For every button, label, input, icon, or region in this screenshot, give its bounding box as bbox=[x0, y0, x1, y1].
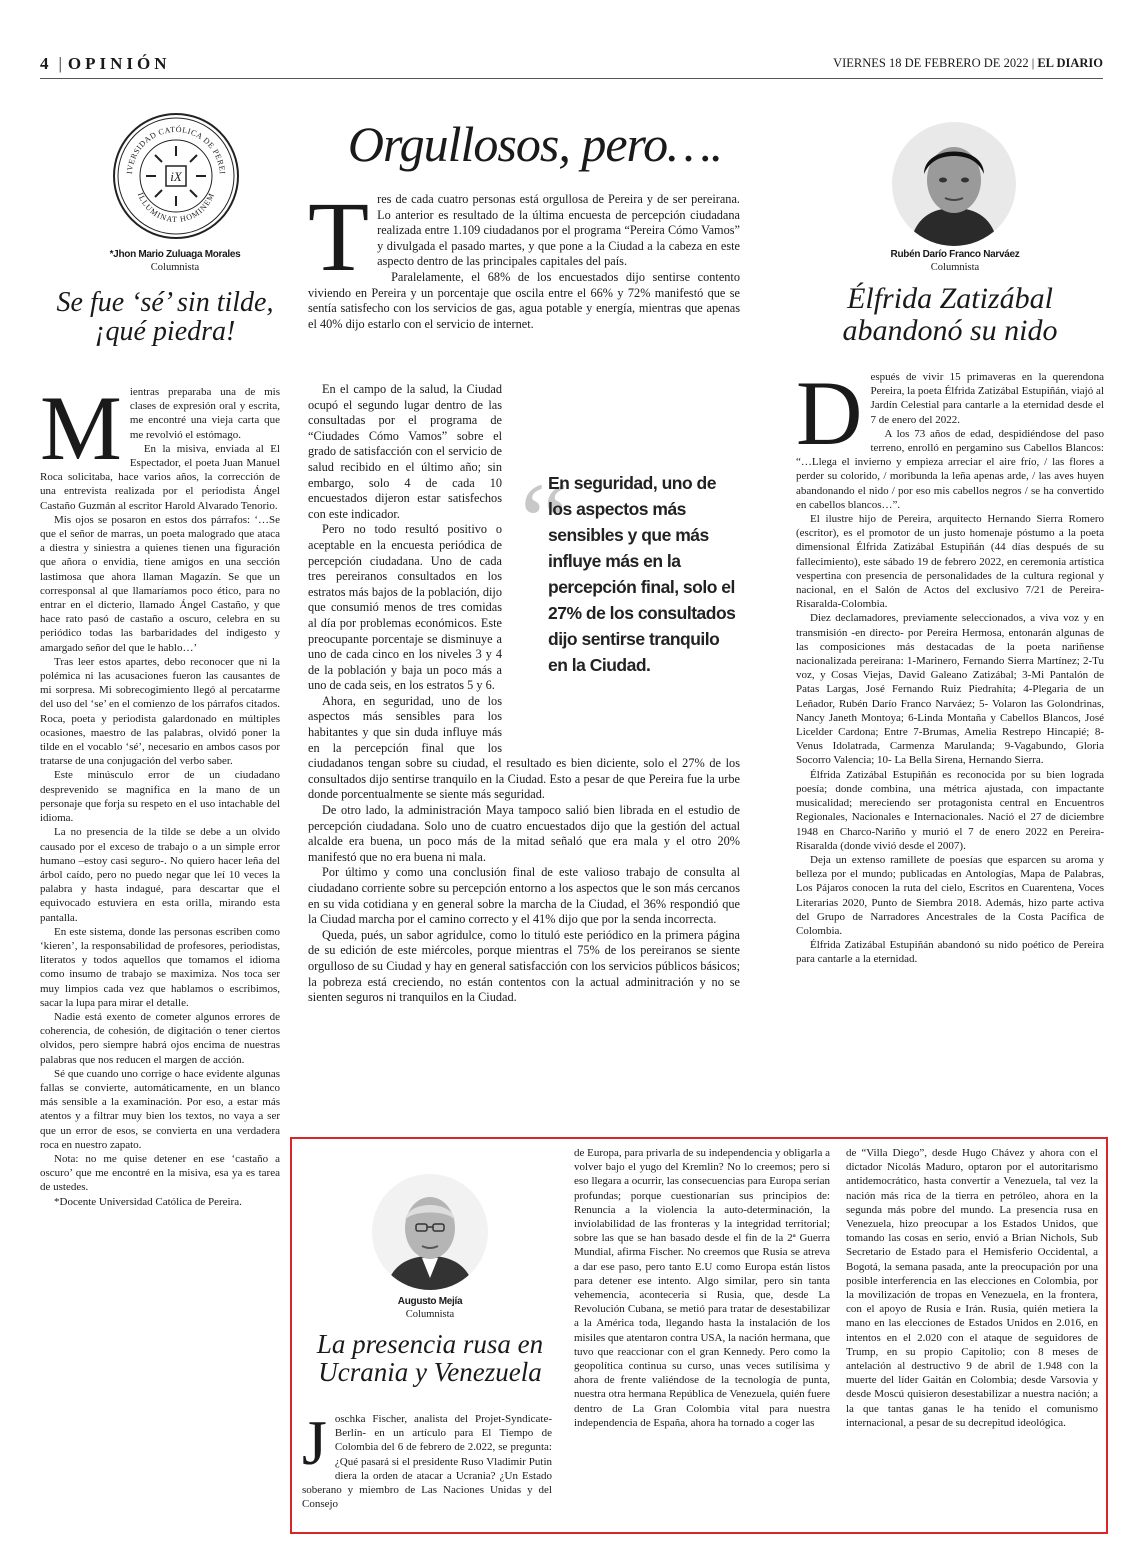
bottom-author-name: Augusto Mejía bbox=[397, 1296, 463, 1307]
issue-date: VIERNES 18 DE FEBRERO DE 2022 bbox=[833, 56, 1029, 70]
bottom-article-col2: de Europa, para privarla de su independencia y obligarla a volver bajo el yugo del Kremlin? No lo creemos; pero si eso llegara a ocurrir, las consecuencias para Europa serían profundas; porque cuestionarían sus principios de: Renuncia a la violencia la auto-determinación, la inviolabilidad de las fronteras y la integridad territorial; sobre las que se han basado desde el fin de la 2ª Guerra Mundial, afirma Fischer. No creemos que Rusia se atreva a dar ese paso, pero tanto E.U como Europa están listos para detener ese intento. Algo similar, pero sin tanta vehemencia, aconteceria si Rusia, que, desde La Revolución Cubana, se metió para tratar de desestabilizar a la América toda, llegando hasta la instalación de los misiles que atentaron contra USA, la nación hermana, que tuvo que reaccionar con el gran Kennedy. Pero como la geopolítica continua su curso, unas veces sutilísima y ahora de frente valiéndose de la tecnología de punta, nuestra otra hermana República de Venezuela, quién fuere dentro de La Gran Colombia vital para nuestra independencia de España, ahora ha tornado a coger las bbox=[574, 1147, 830, 1429]
editorial-body-main: En el campo de la salud, la Ciudad ocupó el segundo lugar dentro de las consultadas por el programa de “Ciudades Cómo Vamos” sobre el grado de satisfacción con el servicio de salud recibido en el último año; sin embargo, solo 4 de cada 10 encuestados dijeron estar satisfechos con este indicador. Pero no todo resultó positivo o aceptable en la encuesta periódica de percepción ciudadana. Uno de cada tres pereiranos consultados en los estratos más bajos de la población, dijo que consumió menos de tres comidas al día por problemas económicos. Este preocupante porcentaje se disminuye a uno de cada cinco en los niveles 3 y 4 de la población y baja un poco más a uno de cada seis, en los estratos 5 y 6. Ahora, en seguridad, uno de los aspectos más sensibles para los habitantes y que sin duda influye más en la percepción final que los ciudadanos tengan sobre su ciudad, el resultado es bien diciente, solo el 27% de los consultados dijo sentirse tranquilo en la Ciudad. Esto a pesar de que Pereira fue la urbe donde porcentualmente se siente más seguridad. De otro lado, la administración Maya tampoco salió bien librada en el estudio de percepción ciudadana. Solo uno de cuatro encuestados dijo que la gestión del actual alcalde era buena, un poco más de la mitad señaló que era mala y el otro 20% manifestó que no era buena ni mala. Por último y como una conclusión final de este valioso trabajo de consulta al ciudadano corriente sobre su percepción entorno a los aspectos que le son más cercanos en su vida cotidiana y en general sobre la marcha de la Ciudad, el 36% respondió que la Ciudad marcha por el camino correcto y el 41% dijo que por la senda incorrecta. Queda, pués, un sabor agridulce, como lo tituló este periódico en la primera página de su edición de este miércoles, porque mientras el 75% de los pereiranos se siente orgulloso de su Ciudad y hay en general satisfacción con los servicios públicos básicos; la pobreza está creciendo, no están contentos con la actual adminitración y no se sienten seguros ni tranquilos en la Ciudad. bbox=[308, 382, 740, 1005]
page-header-right: VIERNES 18 DE FEBRERO DE 2022 | EL DIARIO bbox=[833, 56, 1103, 70]
left-byline bbox=[60, 248, 290, 274]
university-seal bbox=[112, 112, 240, 240]
page-header-left: 4 | OPINIÓN bbox=[40, 54, 171, 73]
bottom-author-role: Columnista bbox=[405, 1309, 455, 1320]
right-byline bbox=[840, 248, 1070, 274]
editorial-dropcap: T bbox=[308, 181, 370, 292]
right-dropcap: D bbox=[796, 370, 863, 464]
section-name: OPINIÓN bbox=[67, 54, 171, 73]
seal-text-top: IVERSIDAD CATÓLICA DE PEREI bbox=[125, 124, 227, 175]
author-photo-bottom bbox=[372, 1174, 488, 1290]
page-number: 4 bbox=[40, 54, 53, 73]
left-author-role: Columnista bbox=[150, 262, 200, 273]
seal-text-bottom: ILLUMINAT HOMINEM bbox=[135, 191, 217, 225]
left-dropcap: M bbox=[40, 385, 122, 479]
bottom-dropcap: J bbox=[302, 1412, 327, 1478]
quote-mark-icon: “ bbox=[520, 460, 569, 582]
bottom-byline bbox=[320, 1295, 540, 1321]
right-article-title: Élfrida Zatizábal abandonó su nido bbox=[842, 282, 1058, 347]
left-article-title: Se fue ‘sé’ sin tilde, ¡qué piedra! bbox=[56, 287, 274, 348]
bottom-article-title: La presencia rusa en Ucrania y Venezuela bbox=[316, 1329, 544, 1388]
pull-quote: En seguridad, uno de los aspectos más sensibles y que más influye más en la percepción final, solo el 27% de los consultados dijo sentirse tranquilo en la Ciudad. bbox=[548, 473, 736, 675]
left-article-body: Mientras preparaba una de mis clases de expresión oral y escrita, me encontré una vieja carta que me revolvió el estómago. En la misiva, enviada al El Espectador, el poeta Juan Manuel Roca solicitaba, hace varios años, la corrección de una entrevista realizada por el periodista Ángel Castaño Guzmán al escritor Harold Alvarado Tenorio. Mis ojos se posaron en estos dos párrafos: ‘…Se que el señor de marras, un poeta malogrado que ataca a diestra y siniestra a quienes tienen una figuración que añora o envidia, tiene amigos en una sección lastimosa que ahora llaman Magazín. Se que un corresponsal al que llamaríamos poco ético, para no entrar en el dicterio, llamado Ángel Castaño, y que hace rato pasó de castaño a oscuro, celebra en su periódico todas las barbaridades del indigesto y amargado señor del que le hablo…’ Tras leer estos apartes, debo reconocer que ni la polémica ni las acusaciones fueron las causantes de mi sorpresa. Mi sobrecogimiento llegó al percatarme del uso del ‘se’ en el comienzo de los párrafos citados. Roca, poeta y periodista galardonado en múltiples ocasiones, maestro de las palabras, olvidó poner la tilde en el vocablo ‘sé’, necesario en ambos casos por tratarse de una conjugación del verbo saber. Este minúsculo error de un ciudadano desprevenido se magnifica en la mano de un personaje que forja su respeto en el uso intachable del idioma. La no presencia de la tilde se debe a un olvido causado por el exceso de trabajo o a un simple error humano –estoy casi seguro-. No quiero hacer leña del árbol caído, pero no puedo negar que leí 10 veces la palabra y hasta indagué, para descartar que el equivocado estuviera en esta orilla, mirando esta pantalla. En este sistema, donde las personas escriben como ‘kieren’, la responsabilidad de profesores, periodistas, literatos y todos aquellos que tomamos el idioma como insumo de trabajo se maximiza. Nos toca ser muy limpios cada vez que hablamos o escribimos, sacar la lupa para mirar el detalle. Nadie está exento de cometer algunos errores de coherencia, de cohesión, de digitación o tener ciertos olvidos, pero siempre habrá ojos encima de nuestras palabras que nos reducen el margen de acción. Sé que cuando uno corrige o hace evidente algunas fallas se convierte, automáticamente, en un blanco más sensible a la examinación. Por eso, a estar más atentos y a filtrar muy bien los textos, no vaya a ser que un error de esos, se convierta en una verdadera roca en nuestro zapato. Nota: no me quise detener en ese ‘castaño a oscuro’ que me encontré en la misiva, esa ya es tarea de ustedes. *Docente Universidad Católica de Pereira. bbox=[40, 385, 280, 1208]
author-photo-right bbox=[892, 122, 1016, 246]
header-rule bbox=[40, 78, 1103, 79]
left-author-name: *Jhon Mario Zuluaga Morales bbox=[109, 249, 241, 260]
right-article-body: Después de vivir 15 primaveras en la querendona Pereira, la poeta Élfrida Zatizábal Estupiñán, viajó al Jardín Celestial para cantarle a la eternidad desde el 7 de enero del 2022. A los 73 años de edad, despidiéndose del paso terreno, enrolló en pergamino sus Cabellos Blancos: “…Llega el invierno y empieza arreciar el aire frío, / las flores a perder su colorido, / moribunda la leña apenas arde, / las aves huyen abandonando el nido / por eso mis cabellos negros / se ha convertido en cabellos blancos…”. El ilustre hijo de Pereira, arquitecto Hernando Sierra Romero (escritor), es el promotor de un justo homenaje póstumo a la poeta dimensional Élfrida Zatizábal Estupiñán (44 días después de su fallecimiento), este sábado 19 de febrero 2022, en ceremonia artística vespertina con presencia de personalidades de la cultura regional y nacional, en el Salón de Actos del exclusivo 7/21 de Pereira-Risaralda-Colombia. Diez declamadores, previamente seleccionados, a viva voz y en transmisión -en directo- por Pereira Hermosa, entonarán algunas de las composiciones más destacadas de la poeta nariñense nacionalizada pereirana: 1-Marinero, Fernando Sierra Martínez; 2-Tu voz, y Cosas Viejas, David Galeano Zatizábal; 3-Mi Pantalón de Patas Largas, José Fernando Ruiz Piedrahíta; 4-Plegaria de un Leñador, Rubén Darío Franco Narváez; 5- Volaron las Golondrinas, Nancy Janeth Montoya; 6-Linda Montaña y Cabellos Blancos, José Licelder Cardona; Entre 7-Brumas, Amelia Restrepo Hincapié; 8-Venus Idolatrada, Carmenza Marulanda; 9-Vagabundo, Gloria Socorro Valencia; 10- La Bella Sirena, Hernando Sierra. Élfrida Zatizábal Estupiñán es reconocida por su bien lograda poesía; donde combina, una métrica ajustada, con impactante musicalidad; mereciendo ser protagonista central en Encuentros Regionales, Nacionales e Internacionales. Nació el 27 de diciembre 1948 en Charco-Nariño y murió el 7 de enero 2022 en Pereira-Risaralda (donde vivió desde el 2007). Deja un extenso ramillete de poesías que esparcen su aroma y belleza por el mundo; publicadas en Antologías, Mapa de Palabras, Los Pájaros conocen la ruta del cielo, Escritos en Cuarentena, Voces Literarias 2020, Punto de Siembra 2018. Además, hizo parte activa del Grupo de Narradores Ancestrales de la Costa Pacífica de Colombia. Élfrida Zatizábal Estupiñán abandonó su nido poético de Pereira para cantarle a la eternidad. bbox=[796, 370, 1104, 966]
editorial-body-top: Tres de cada cuatro personas está orgullosa de Pereira y de ser pereirana. Lo anterior es resultado de la última encuesta de percepción ciudadana realizada entre 1.109 ciudadanos por el programa “Pereira Cómo Vamos” y divulgada el pasado martes, y que pone a la Ciudad a la cabeza en este aspecto dentro de las principales capitales del país. Paralelamente, el 68% de los encuestados dijo sentirse contento viviendo en Pereira y un porcentaje que oscila entre el 66% y 72% manifestó que se sentía satisfecho con los servicios de gas, agua potable y energía, mientras que apenas el 40% dijo estarlo con el servicio de internet. bbox=[308, 181, 740, 331]
right-author-role: Columnista bbox=[930, 262, 980, 273]
newspaper-name: EL DIARIO bbox=[1037, 56, 1103, 70]
seal-monogram: iX bbox=[170, 169, 182, 184]
bottom-article-col1: Joschka Fischer, analista del Projet-Syndicate- Berlín- en un artículo para El Tiempo de Colombia del 6 de febrero de 2.022, se pregunta: ¿Qué pasará si el presidente Ruso Vladimir Putin diera la orden de atacar a Ucrania? ¿Un Estado soberano y miembro de Las Naciones Unidas y del Consejo bbox=[302, 1412, 552, 1511]
right-author-name: Rubén Darío Franco Narváez bbox=[890, 249, 1020, 260]
bottom-article-col3: de “Villa Diego”, desde Hugo Chávez y ahora con el dictador Nicolás Maduro, optaron por el autoritarismo antidemocrático, hasta convertir a Venezuela, tal vez la nación más rica de la tierra en petróleo, ahora en la segunda más pobre del mundo. La presencia rusa en Venezuela, hizo preocupar a los Estados Unidos, que tomando las cosas en serio, envió a Brian Nichols, Sub Secretario de Estado para el Hemisferio Occidental, a Bogotá, la semana pasada, ante la preocupación por una posible interferencia en las elecciones en Colombia, por la movilización de tropas en Venezuela, en la frontera, con el apoyo de Rusia e Irán. Rusia, quién metiera la mano en las elecciones de Estados Unidos en 2.016, en intentos en el 2.020 con el ataque de seguidores de Trump, en su propio Capitolio; con 8 meses de antelación al destructivo 9 de abril de 1.948 con la muerte del líder Gaitán en Colombia; desde Varsovia y desde Moscú quisieron desestabilizar a nuestra nación; a la que tantas ganas le ha tenido el comunismo internacional, a pesar de su decrepitud ideológica. bbox=[846, 1147, 1098, 1429]
editorial-title: Orgullosos, pero…. bbox=[347, 116, 723, 172]
